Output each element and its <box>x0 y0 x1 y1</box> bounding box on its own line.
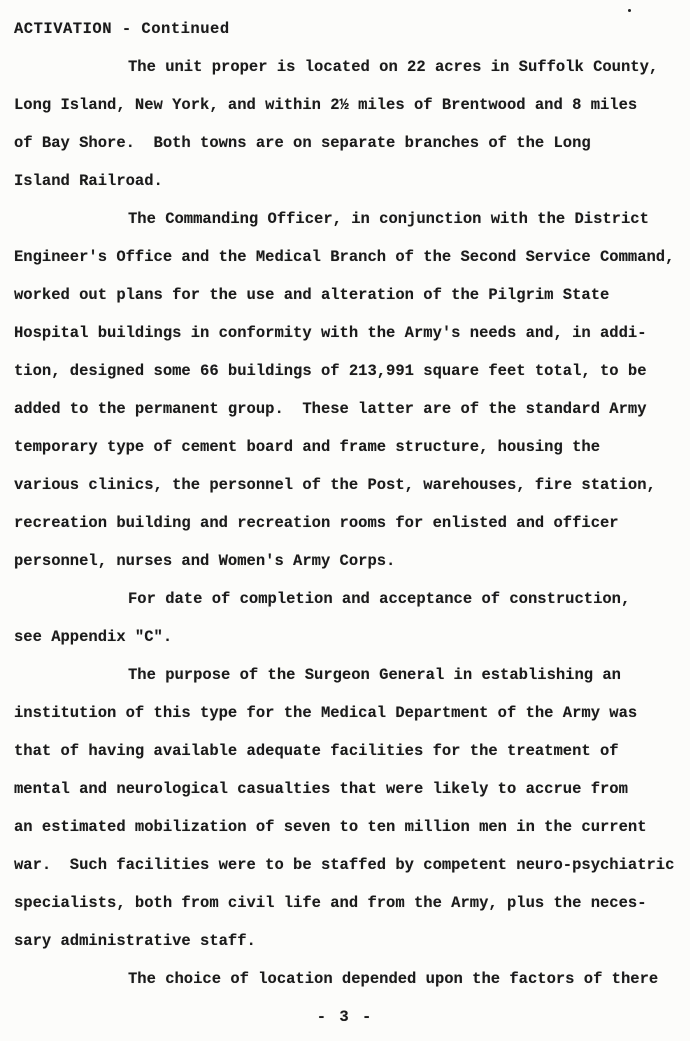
paragraph <box>14 960 690 998</box>
text-line: institution of this type for the Medical Department of the Army was <box>14 704 638 722</box>
text-line: see Appendix "C". <box>14 628 173 646</box>
text-line: personnel, nurses and Women's Army Corps. <box>14 552 396 570</box>
text-line: Hospital buildings in conformity with the Army's needs and, in addi- <box>14 324 647 342</box>
text-line: Long Island, New York, and within 2½ miles of Brentwood and 8 miles <box>14 96 638 114</box>
text-line: Island Railroad. <box>14 172 163 190</box>
text-line: war. Such facilities were to be staffed by competent neuro-psychiatric <box>14 856 675 874</box>
text-line: The unit proper is located on 22 acres in Suffolk County, <box>128 58 659 76</box>
page-number: - 3 - <box>316 1008 374 1026</box>
text-line: Engineer's Office and the Medical Branch of the Second Service Command, <box>14 248 675 266</box>
paragraph <box>14 656 690 960</box>
text-line: For date of completion and acceptance of construction, <box>128 590 631 608</box>
text-line: sary administrative staff. <box>14 932 256 950</box>
text-line: temporary type of cement board and frame structure, housing the <box>14 438 600 456</box>
text-line: that of having available adequate facilities for the treatment of <box>14 742 619 760</box>
text-line: mental and neurological casualties that were likely to accrue from <box>14 780 628 798</box>
text-line: recreation building and recreation rooms for enlisted and officer <box>14 514 619 532</box>
paragraph <box>14 200 690 580</box>
text-line: added to the permanent group. These latter are of the standard Army <box>14 400 647 418</box>
paragraph <box>14 48 690 200</box>
text-line: an estimated mobilization of seven to ten million men in the current <box>14 818 647 836</box>
text-line: tion, designed some 66 buildings of 213,991 square feet total, to be <box>14 362 647 380</box>
text-line: The choice of location depended upon the factors of there <box>128 970 659 988</box>
section-heading: ACTIVATION - Continued <box>14 20 230 38</box>
paragraph <box>14 580 690 656</box>
text-line: The Commanding Officer, in conjunction with the District <box>128 210 649 228</box>
ink-speck <box>628 9 631 12</box>
text-line: various clinics, the personnel of the Post, warehouses, fire station, <box>14 476 656 494</box>
text-line: of Bay Shore. Both towns are on separate branches of the Long <box>14 134 591 152</box>
text-line: worked out plans for the use and alteration of the Pilgrim State <box>14 286 610 304</box>
text-line: specialists, both from civil life and from the Army, plus the neces- <box>14 894 647 912</box>
text-line: The purpose of the Surgeon General in establishing an <box>128 666 621 684</box>
